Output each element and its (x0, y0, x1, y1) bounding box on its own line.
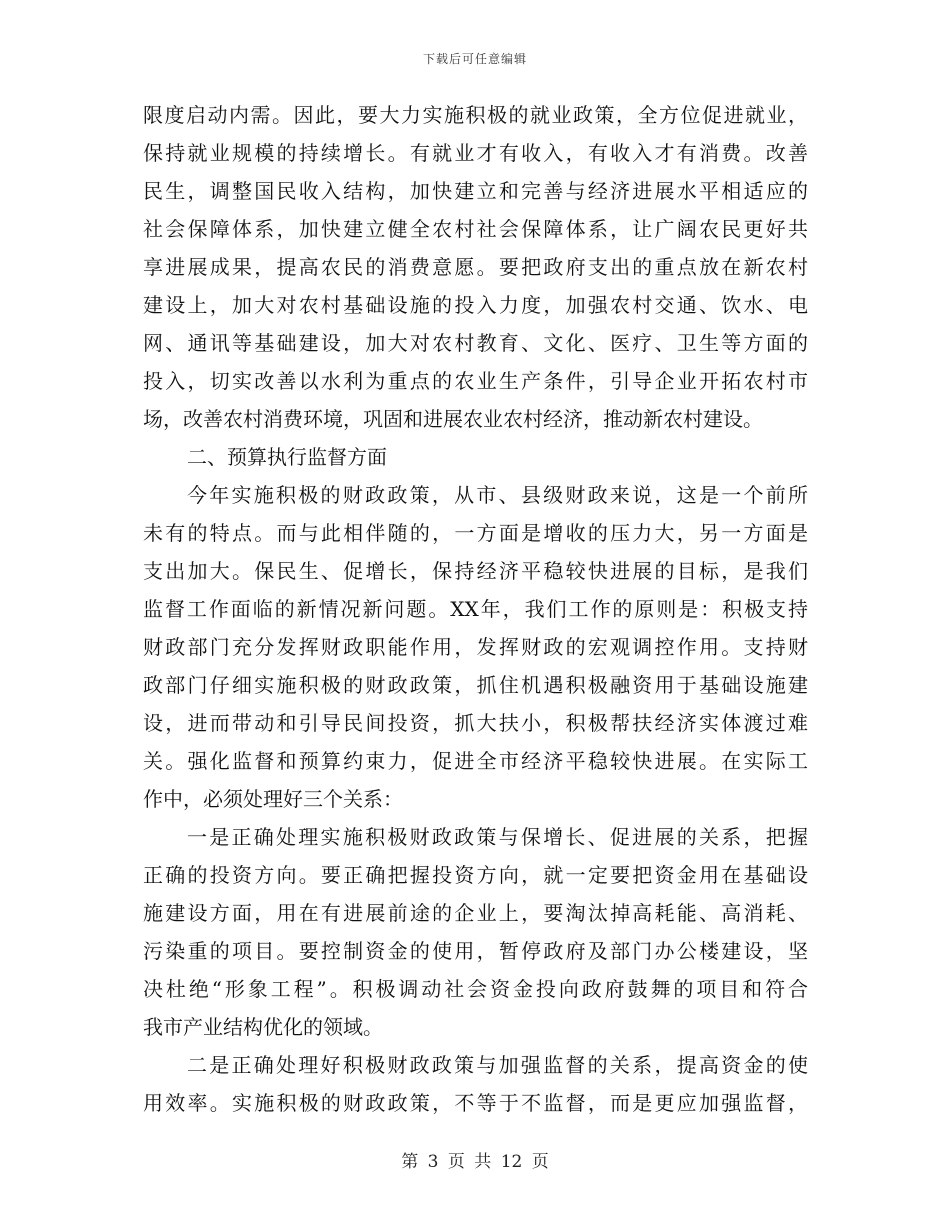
body-line: 社会保障体系，加快建立健全农村社会保障体系，让广阔农民更好共 (143, 217, 808, 241)
body-line: 建设上，加大对农村基础设施的投入力度，加强农村交通、饮水、电 (143, 293, 808, 317)
body-line: 监督工作面临的新情况新问题。XX年，我们工作的原则是：积极支持 (143, 597, 808, 621)
body-line: 未有的特点。而与此相伴随的，一方面是增收的压力大，另一方面是 (143, 521, 808, 545)
page-number-footer: 第 3 页 共 12 页 (401, 1152, 549, 1172)
body-line: 场，改善农村消费环境，巩固和进展农业农村经济，推动新农村建设。 (143, 407, 763, 431)
body-line: 作中，必须处理好三个关系： (143, 787, 403, 811)
body-line: 财政部门充分发挥财政职能作用，发挥财政的宏观调控作用。支持财 (143, 635, 808, 659)
body-line: 关。强化监督和预算约束力，促进全市经济平稳较快进展。在实际工 (143, 749, 808, 773)
body-line: 民生，调整国民收入结构，加快建立和完善与经济进展水平相适应的 (143, 179, 808, 203)
document-body (143, 96, 808, 1122)
body-line: 限度启动内需。因此，要大力实施积极的就业政策，全方位促进就业， (143, 103, 808, 127)
body-line: 支出加大。保民生、促增长，保持经济平稳较快进展的目标，是我们 (143, 559, 808, 583)
body-line: 保持就业规模的持续增长。有就业才有收入，有收入才有消费。改善 (143, 141, 808, 165)
body-line: 用效率。实施积极的财政政策，不等于不监督，而是更应加强监督， (143, 1091, 808, 1115)
body-line: 决杜绝“形象工程”。积极调动社会资金投向政府鼓舞的项目和符合 (143, 977, 808, 1001)
body-line: 政部门仔细实施积极的财政政策，抓住机遇积极融资用于基础设施建 (143, 673, 808, 697)
body-line: 投入，切实改善以水利为重点的农业生产条件，引导企业开拓农村市 (143, 369, 808, 393)
body-line: 一是正确处理实施积极财政政策与保增长、促进展的关系，把握 (187, 825, 808, 849)
body-line: 享进展成果，提高农民的消费意愿。要把政府支出的重点放在新农村 (143, 255, 808, 279)
page-header: 下载后可任意编辑 (422, 52, 527, 66)
body-line: 网、通讯等基础建设，加大对农村教育、文化、医疗、卫生等方面的 (143, 331, 808, 355)
body-line: 我市产业结构优化的领域。 (143, 1015, 383, 1039)
body-line: 污染重的项目。要控制资金的使用，暂停政府及部门办公楼建设，坚 (143, 939, 808, 963)
body-line: 设，进而带动和引导民间投资，抓大扶小，积极帮扶经济实体渡过难 (143, 711, 808, 735)
body-line: 今年实施积极的财政政策，从市、县级财政来说，这是一个前所 (187, 483, 808, 507)
body-line: 二是正确处理好积极财政政策与加强监督的关系，提高资金的使 (187, 1053, 808, 1077)
body-line: 正确的投资方向。要正确把握投资方向，就一定要把资金用在基础设 (143, 863, 808, 887)
section-heading: 二、预算执行监督方面 (187, 445, 387, 469)
body-line: 施建设方面，用在有进展前途的企业上，要淘汰掉高耗能、高消耗、 (143, 901, 808, 925)
